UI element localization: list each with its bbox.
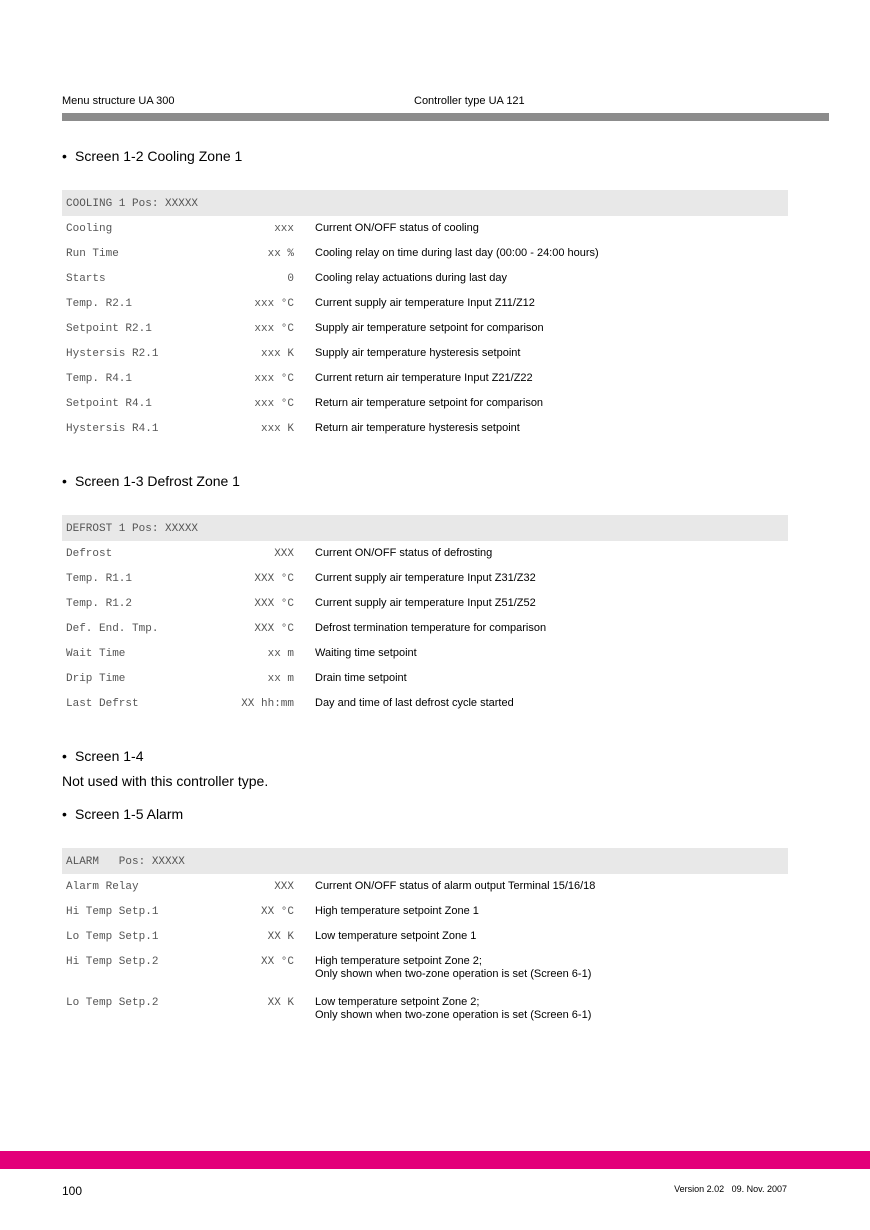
table-title: COOLING 1 Pos: XXXXX xyxy=(62,190,788,216)
table-row: Hi Temp Setp.1 XX °C High temperature setpoint Zone 1 xyxy=(66,905,479,918)
bullet-icon: • xyxy=(62,748,67,764)
document-title: Menu structure UA 300 xyxy=(62,95,175,107)
controller-type: Controller type UA 121 xyxy=(414,95,525,107)
screen14-note: Not used with this controller type. xyxy=(62,773,269,789)
section-heading-alarm: • Screen 1-5 Alarm xyxy=(62,806,184,822)
table-row: Cooling xxx Current ON/OFF status of cooling xyxy=(66,222,479,235)
table-row: Lo Temp Setp.2 XX K Low temperature setpoint Zone 2; Only shown when two-zone operation is set (Screen 6-1) xyxy=(66,996,592,1021)
table-row: Lo Temp Setp.1 XX K Low temperature setpoint Zone 1 xyxy=(66,930,477,943)
table-row: Temp. R1.2 XXX °C Current supply air temperature Input Z51/Z52 xyxy=(66,597,536,610)
table-row: Defrost XXX Current ON/OFF status of defrosting xyxy=(66,547,493,560)
table-row: Drip Time xx m Drain time setpoint xyxy=(66,672,407,685)
page-number: 100 xyxy=(62,1184,83,1198)
section-heading-screen14: • Screen 1-4 xyxy=(62,748,144,764)
table-row: Setpoint R4.1 xxx °C Return air temperature setpoint for comparison xyxy=(66,397,544,410)
bullet-icon: • xyxy=(62,473,67,489)
table-row: Temp. R2.1 xxx °C Current supply air temperature Input Z11/Z12 xyxy=(66,297,535,310)
table-row: Run Time xx % Cooling relay on time during last day (00:00 - 24:00 hours) xyxy=(66,247,599,260)
table-row: Alarm Relay XXX Current ON/OFF status of alarm output Terminal 15/16/18 xyxy=(66,880,596,893)
defrost-table xyxy=(62,515,788,716)
table-row: Def. End. Tmp. XXX °C Defrost termination temperature for comparison xyxy=(66,622,547,635)
table-row: Setpoint R2.1 xxx °C Supply air temperature setpoint for comparison xyxy=(66,322,544,335)
table-row: Temp. R4.1 xxx °C Current return air temperature Input Z21/Z22 xyxy=(66,372,533,385)
table-title: ALARM Pos: XXXXX xyxy=(62,848,788,874)
table-row: Hystersis R4.1 xxx K Return air temperature hysteresis setpoint xyxy=(66,422,520,435)
cooling-table xyxy=(62,190,788,441)
table-row: Last Defrst XX hh:mm Day and time of last defrost cycle started xyxy=(66,697,514,710)
bullet-icon: • xyxy=(62,148,67,164)
section-heading-cooling: • Screen 1-2 Cooling Zone 1 xyxy=(62,148,243,164)
table-row: Wait Time xx m Waiting time setpoint xyxy=(66,647,417,660)
footer-accent-bar xyxy=(0,1151,870,1169)
table-row: Hi Temp Setp.2 XX °C High temperature setpoint Zone 2; Only shown when two-zone operation is set (Screen 6-1) xyxy=(66,955,592,980)
table-row: Temp. R1.1 XXX °C Current supply air temperature Input Z31/Z32 xyxy=(66,572,536,585)
table-row: Starts 0 Cooling relay actuations during last day xyxy=(66,272,508,285)
header-divider xyxy=(62,113,829,121)
table-row: Hystersis R2.1 xxx K Supply air temperature hysteresis setpoint xyxy=(66,347,521,360)
alarm-table xyxy=(62,848,788,1031)
section-heading-defrost: • Screen 1-3 Defrost Zone 1 xyxy=(62,473,240,489)
bullet-icon: • xyxy=(62,806,67,822)
version-info: Version 2.02 09. Nov. 2007 xyxy=(674,1184,787,1194)
table-title: DEFROST 1 Pos: XXXXX xyxy=(62,515,788,541)
